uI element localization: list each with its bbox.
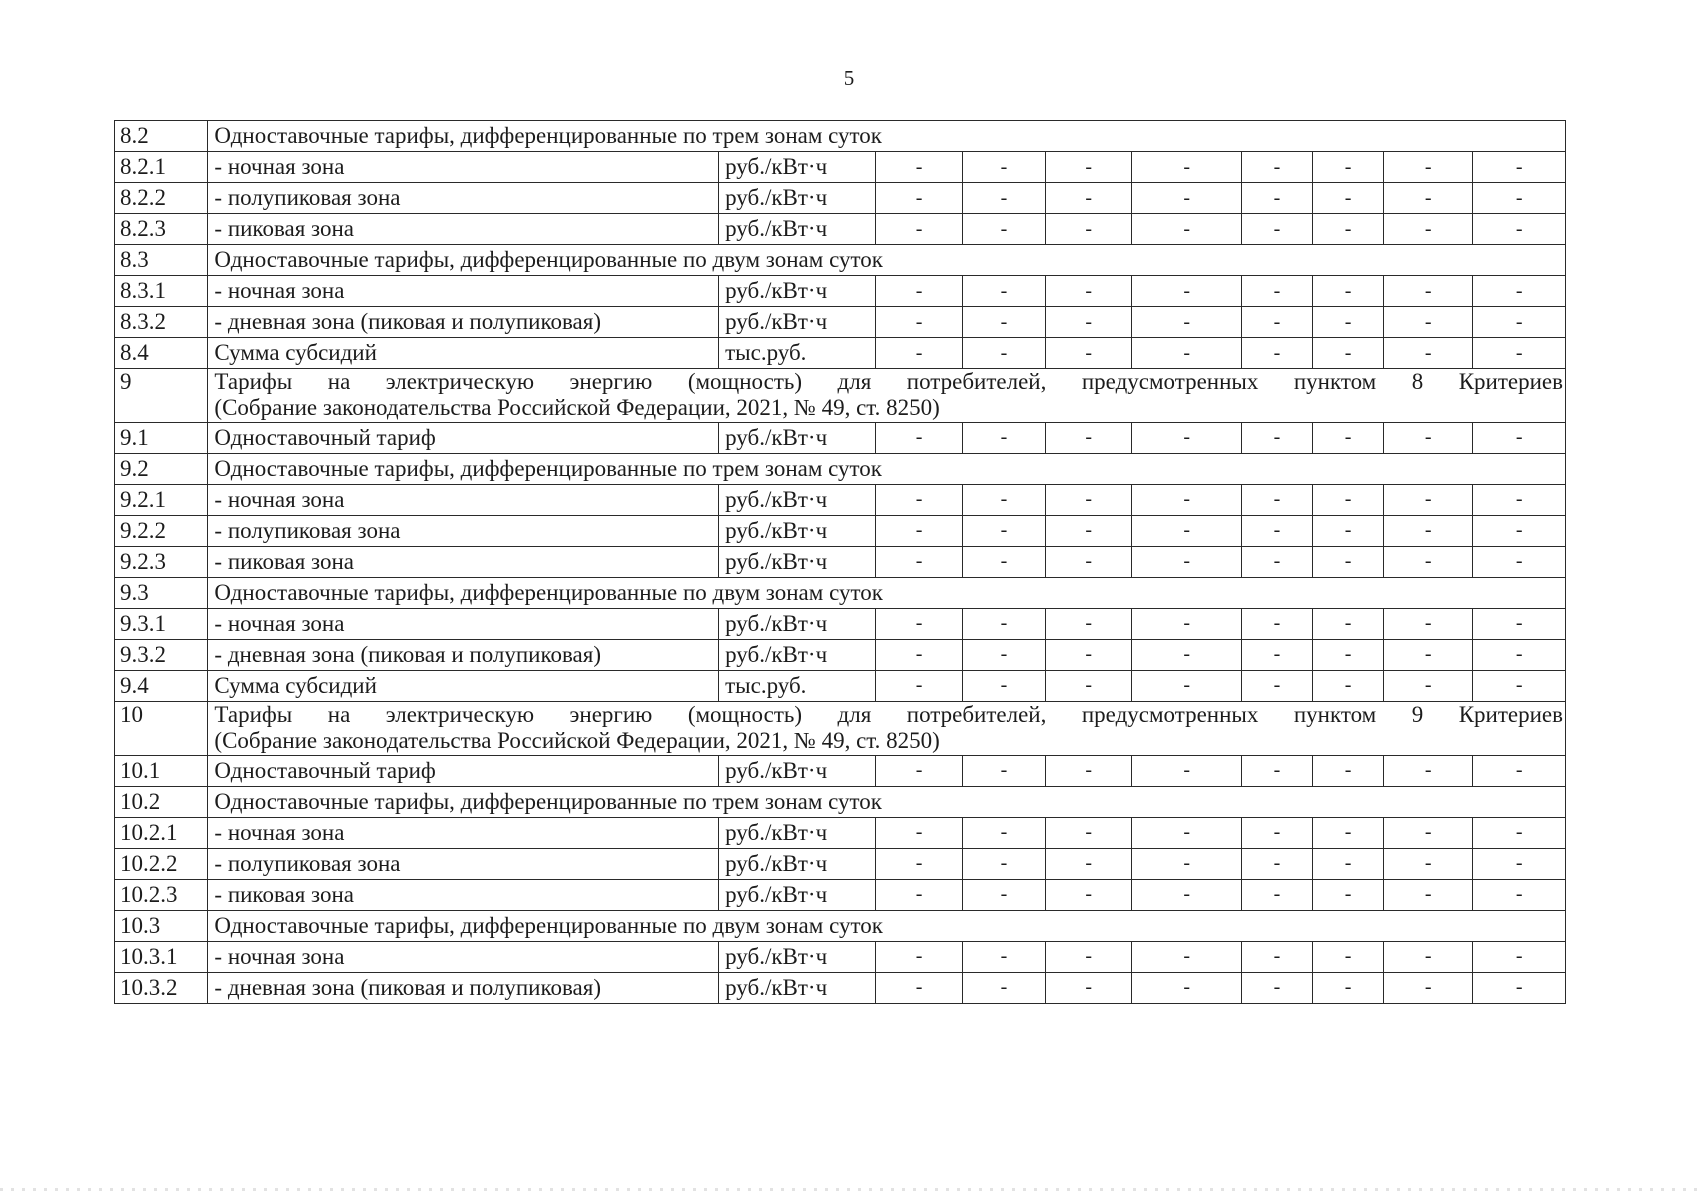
value-cell: - bbox=[1313, 670, 1384, 701]
row-unit: руб./кВт·ч bbox=[719, 817, 876, 848]
value-cell: - bbox=[1313, 152, 1384, 183]
table-row-data bbox=[115, 422, 1566, 453]
table-row-data bbox=[115, 214, 1566, 245]
table-row-data bbox=[115, 639, 1566, 670]
value-cell: - bbox=[962, 276, 1045, 307]
table-body bbox=[115, 121, 1566, 1004]
value-cell: - bbox=[962, 639, 1045, 670]
group-title: Одноставочные тарифы, дифференцированные по двум зонам суток bbox=[208, 577, 1566, 608]
value-cell: - bbox=[1132, 817, 1242, 848]
row-number: 10.2 bbox=[115, 786, 208, 817]
value-cell: - bbox=[962, 484, 1045, 515]
value-cell: - bbox=[1384, 972, 1473, 1003]
value-cell: - bbox=[1313, 183, 1384, 214]
section-title-line: Тарифы на электрическую энергию (мощность) для потребителей, предусмотренных пунктом 9 Критериев bbox=[214, 701, 1563, 727]
row-label: - дневная зона (пиковая и полупиковая) bbox=[208, 307, 719, 338]
value-cell: - bbox=[1473, 941, 1566, 972]
value-cell: - bbox=[1241, 276, 1312, 307]
row-number: 9.1 bbox=[115, 422, 208, 453]
row-unit: руб./кВт·ч bbox=[719, 422, 876, 453]
table-row-group bbox=[115, 121, 1566, 152]
value-cell: - bbox=[1384, 670, 1473, 701]
value-cell: - bbox=[1313, 848, 1384, 879]
table-row-data bbox=[115, 338, 1566, 369]
row-unit: руб./кВт·ч bbox=[719, 214, 876, 245]
row-number: 8.2.3 bbox=[115, 214, 208, 245]
value-cell: - bbox=[876, 608, 962, 639]
value-cell: - bbox=[1241, 515, 1312, 546]
table-row-data bbox=[115, 276, 1566, 307]
value-cell: - bbox=[962, 214, 1045, 245]
value-cell: - bbox=[1241, 848, 1312, 879]
value-cell: - bbox=[876, 152, 962, 183]
row-number: 8.3.1 bbox=[115, 276, 208, 307]
value-cell: - bbox=[1313, 276, 1384, 307]
value-cell: - bbox=[1384, 338, 1473, 369]
table-row-data bbox=[115, 817, 1566, 848]
row-number: 9.2.3 bbox=[115, 546, 208, 577]
value-cell: - bbox=[1384, 755, 1473, 786]
row-unit: руб./кВт·ч bbox=[719, 879, 876, 910]
row-label: - ночная зона bbox=[208, 941, 719, 972]
row-number: 10 bbox=[115, 701, 208, 755]
value-cell: - bbox=[962, 152, 1045, 183]
value-cell: - bbox=[1241, 152, 1312, 183]
table-row-data bbox=[115, 515, 1566, 546]
value-cell: - bbox=[1241, 546, 1312, 577]
table-row-data bbox=[115, 307, 1566, 338]
value-cell: - bbox=[1473, 608, 1566, 639]
row-label: - полупиковая зона bbox=[208, 515, 719, 546]
page-number: 5 bbox=[843, 66, 855, 90]
value-cell: - bbox=[876, 214, 962, 245]
scan-edge-noise bbox=[0, 1188, 1698, 1191]
value-cell: - bbox=[1046, 276, 1132, 307]
value-cell: - bbox=[1132, 484, 1242, 515]
row-label: Одноставочный тариф bbox=[208, 755, 719, 786]
value-cell: - bbox=[962, 608, 1045, 639]
value-cell: - bbox=[876, 484, 962, 515]
tariff-table bbox=[114, 120, 1566, 1004]
row-label: - дневная зона (пиковая и полупиковая) bbox=[208, 972, 719, 1003]
value-cell: - bbox=[1313, 214, 1384, 245]
value-cell: - bbox=[1473, 484, 1566, 515]
value-cell: - bbox=[1046, 422, 1132, 453]
value-cell: - bbox=[876, 276, 962, 307]
section-title-line: Тарифы на электрическую энергию (мощность) для потребителей, предусмотренных пунктом 8 Критериев bbox=[214, 369, 1563, 394]
value-cell: - bbox=[876, 183, 962, 214]
value-cell: - bbox=[1132, 608, 1242, 639]
table-row-data bbox=[115, 848, 1566, 879]
value-cell: - bbox=[962, 338, 1045, 369]
value-cell: - bbox=[1384, 879, 1473, 910]
value-cell: - bbox=[1132, 546, 1242, 577]
table-row-data bbox=[115, 152, 1566, 183]
row-label: - ночная зона bbox=[208, 152, 719, 183]
value-cell: - bbox=[1046, 972, 1132, 1003]
value-cell: - bbox=[1241, 639, 1312, 670]
value-cell: - bbox=[1241, 608, 1312, 639]
row-number: 8.3.2 bbox=[115, 307, 208, 338]
value-cell: - bbox=[876, 755, 962, 786]
row-number: 10.1 bbox=[115, 755, 208, 786]
value-cell: - bbox=[1046, 515, 1132, 546]
row-label: - полупиковая зона bbox=[208, 183, 719, 214]
value-cell: - bbox=[1241, 214, 1312, 245]
value-cell: - bbox=[1473, 879, 1566, 910]
group-title: Одноставочные тарифы, дифференцированные по двум зонам суток bbox=[208, 910, 1566, 941]
table-row-group bbox=[115, 910, 1566, 941]
row-unit: руб./кВт·ч bbox=[719, 152, 876, 183]
table-row-data bbox=[115, 183, 1566, 214]
row-unit: руб./кВт·ч bbox=[719, 276, 876, 307]
value-cell: - bbox=[1132, 670, 1242, 701]
value-cell: - bbox=[1384, 608, 1473, 639]
value-cell: - bbox=[1473, 338, 1566, 369]
value-cell: - bbox=[1473, 848, 1566, 879]
table-row-data bbox=[115, 484, 1566, 515]
value-cell: - bbox=[1241, 484, 1312, 515]
value-cell: - bbox=[1473, 755, 1566, 786]
value-cell: - bbox=[1132, 214, 1242, 245]
value-cell: - bbox=[1132, 941, 1242, 972]
table-row-data bbox=[115, 608, 1566, 639]
row-unit: руб./кВт·ч bbox=[719, 515, 876, 546]
value-cell: - bbox=[1132, 276, 1242, 307]
value-cell: - bbox=[1046, 639, 1132, 670]
row-number: 10.3 bbox=[115, 910, 208, 941]
value-cell: - bbox=[1313, 338, 1384, 369]
value-cell: - bbox=[1241, 972, 1312, 1003]
value-cell: - bbox=[962, 848, 1045, 879]
value-cell: - bbox=[1313, 422, 1384, 453]
value-cell: - bbox=[1046, 152, 1132, 183]
value-cell: - bbox=[1473, 639, 1566, 670]
value-cell: - bbox=[1046, 879, 1132, 910]
value-cell: - bbox=[962, 307, 1045, 338]
value-cell: - bbox=[1384, 848, 1473, 879]
value-cell: - bbox=[1046, 183, 1132, 214]
value-cell: - bbox=[876, 515, 962, 546]
value-cell: - bbox=[1241, 670, 1312, 701]
row-number: 10.2.3 bbox=[115, 879, 208, 910]
value-cell: - bbox=[1313, 546, 1384, 577]
value-cell: - bbox=[1132, 422, 1242, 453]
value-cell: - bbox=[1046, 484, 1132, 515]
value-cell: - bbox=[962, 817, 1045, 848]
value-cell: - bbox=[1046, 848, 1132, 879]
value-cell: - bbox=[876, 338, 962, 369]
value-cell: - bbox=[1384, 817, 1473, 848]
table-row-data bbox=[115, 879, 1566, 910]
value-cell: - bbox=[1241, 307, 1312, 338]
row-unit: руб./кВт·ч bbox=[719, 941, 876, 972]
value-cell: - bbox=[1241, 422, 1312, 453]
row-number: 8.3 bbox=[115, 245, 208, 276]
row-unit: руб./кВт·ч bbox=[719, 307, 876, 338]
table-row-data bbox=[115, 972, 1566, 1003]
value-cell: - bbox=[876, 879, 962, 910]
value-cell: - bbox=[876, 639, 962, 670]
value-cell: - bbox=[876, 848, 962, 879]
table-row-section bbox=[115, 701, 1566, 755]
row-label: - ночная зона bbox=[208, 276, 719, 307]
value-cell: - bbox=[1384, 152, 1473, 183]
value-cell: - bbox=[1473, 276, 1566, 307]
value-cell: - bbox=[876, 941, 962, 972]
value-cell: - bbox=[1132, 152, 1242, 183]
value-cell: - bbox=[1132, 639, 1242, 670]
value-cell: - bbox=[1313, 941, 1384, 972]
value-cell: - bbox=[1046, 214, 1132, 245]
value-cell: - bbox=[1132, 183, 1242, 214]
value-cell: - bbox=[876, 670, 962, 701]
value-cell: - bbox=[1046, 941, 1132, 972]
value-cell: - bbox=[1384, 422, 1473, 453]
value-cell: - bbox=[1473, 183, 1566, 214]
row-label: - пиковая зона bbox=[208, 214, 719, 245]
row-label: Сумма субсидий bbox=[208, 338, 719, 369]
row-label: Одноставочный тариф bbox=[208, 422, 719, 453]
row-number: 8.2 bbox=[115, 121, 208, 152]
row-label: - пиковая зона bbox=[208, 546, 719, 577]
row-number: 9.2.2 bbox=[115, 515, 208, 546]
row-unit: тыс.руб. bbox=[719, 670, 876, 701]
value-cell: - bbox=[1046, 817, 1132, 848]
value-cell: - bbox=[1313, 639, 1384, 670]
value-cell: - bbox=[962, 670, 1045, 701]
row-number: 10.2.1 bbox=[115, 817, 208, 848]
table-row-group bbox=[115, 786, 1566, 817]
value-cell: - bbox=[1473, 515, 1566, 546]
value-cell: - bbox=[1473, 422, 1566, 453]
value-cell: - bbox=[1473, 307, 1566, 338]
row-label: - ночная зона bbox=[208, 484, 719, 515]
value-cell: - bbox=[1473, 214, 1566, 245]
table-row-group bbox=[115, 453, 1566, 484]
value-cell: - bbox=[1313, 755, 1384, 786]
row-number: 9.4 bbox=[115, 670, 208, 701]
row-unit: руб./кВт·ч bbox=[719, 546, 876, 577]
section-title-line: (Собрание законодательства Российской Федерации, 2021, № 49, ст. 8250) bbox=[214, 728, 940, 754]
row-number: 9.3.1 bbox=[115, 608, 208, 639]
value-cell: - bbox=[1313, 972, 1384, 1003]
value-cell: - bbox=[1241, 941, 1312, 972]
row-unit: руб./кВт·ч bbox=[719, 848, 876, 879]
value-cell: - bbox=[1132, 515, 1242, 546]
value-cell: - bbox=[1241, 183, 1312, 214]
row-unit: руб./кВт·ч bbox=[719, 639, 876, 670]
value-cell: - bbox=[1384, 546, 1473, 577]
row-unit: руб./кВт·ч bbox=[719, 755, 876, 786]
value-cell: - bbox=[1384, 639, 1473, 670]
row-number: 9.2 bbox=[115, 453, 208, 484]
value-cell: - bbox=[1384, 941, 1473, 972]
value-cell: - bbox=[1473, 670, 1566, 701]
row-number: 10.2.2 bbox=[115, 848, 208, 879]
value-cell: - bbox=[1046, 546, 1132, 577]
value-cell: - bbox=[1384, 307, 1473, 338]
value-cell: - bbox=[1473, 972, 1566, 1003]
value-cell: - bbox=[1132, 307, 1242, 338]
value-cell: - bbox=[876, 422, 962, 453]
value-cell: - bbox=[1132, 879, 1242, 910]
row-label: - полупиковая зона bbox=[208, 848, 719, 879]
value-cell: - bbox=[1132, 848, 1242, 879]
value-cell: - bbox=[1384, 214, 1473, 245]
value-cell: - bbox=[1132, 755, 1242, 786]
value-cell: - bbox=[1132, 972, 1242, 1003]
value-cell: - bbox=[876, 307, 962, 338]
group-title: Одноставочные тарифы, дифференцированные по трем зонам суток bbox=[208, 786, 1566, 817]
row-label: Сумма субсидий bbox=[208, 670, 719, 701]
value-cell: - bbox=[962, 941, 1045, 972]
value-cell: - bbox=[1313, 484, 1384, 515]
value-cell: - bbox=[1132, 338, 1242, 369]
value-cell: - bbox=[1473, 152, 1566, 183]
value-cell: - bbox=[962, 755, 1045, 786]
value-cell: - bbox=[1313, 307, 1384, 338]
table-row-data bbox=[115, 546, 1566, 577]
row-unit: руб./кВт·ч bbox=[719, 484, 876, 515]
value-cell: - bbox=[1046, 307, 1132, 338]
value-cell: - bbox=[1046, 755, 1132, 786]
row-label: - пиковая зона bbox=[208, 879, 719, 910]
value-cell: - bbox=[1046, 338, 1132, 369]
value-cell: - bbox=[1384, 484, 1473, 515]
row-unit: руб./кВт·ч bbox=[719, 972, 876, 1003]
value-cell: - bbox=[1384, 515, 1473, 546]
value-cell: - bbox=[876, 546, 962, 577]
value-cell: - bbox=[1046, 608, 1132, 639]
value-cell: - bbox=[1313, 515, 1384, 546]
group-title: Одноставочные тарифы, дифференцированные по трем зонам суток bbox=[208, 121, 1566, 152]
table-row-data bbox=[115, 941, 1566, 972]
group-title: Одноставочные тарифы, дифференцированные по трем зонам суток bbox=[208, 453, 1566, 484]
table-row-group bbox=[115, 577, 1566, 608]
row-number: 9.3.2 bbox=[115, 639, 208, 670]
row-label: - дневная зона (пиковая и полупиковая) bbox=[208, 639, 719, 670]
value-cell: - bbox=[1384, 183, 1473, 214]
table-row-section bbox=[115, 369, 1566, 423]
row-number: 10.3.2 bbox=[115, 972, 208, 1003]
row-unit: тыс.руб. bbox=[719, 338, 876, 369]
row-number: 8.4 bbox=[115, 338, 208, 369]
value-cell: - bbox=[1046, 670, 1132, 701]
value-cell: - bbox=[1241, 817, 1312, 848]
value-cell: - bbox=[1473, 817, 1566, 848]
value-cell: - bbox=[1241, 879, 1312, 910]
section-title-line: (Собрание законодательства Российской Федерации, 2021, № 49, ст. 8250) bbox=[214, 395, 940, 421]
row-number: 8.2.1 bbox=[115, 152, 208, 183]
row-number: 9.2.1 bbox=[115, 484, 208, 515]
row-label: - ночная зона bbox=[208, 608, 719, 639]
value-cell: - bbox=[962, 422, 1045, 453]
row-label: - ночная зона bbox=[208, 817, 719, 848]
value-cell: - bbox=[962, 183, 1045, 214]
row-number: 9.3 bbox=[115, 577, 208, 608]
value-cell: - bbox=[1313, 608, 1384, 639]
value-cell: - bbox=[876, 972, 962, 1003]
value-cell: - bbox=[962, 515, 1045, 546]
group-title: Одноставочные тарифы, дифференцированные по двум зонам суток bbox=[208, 245, 1566, 276]
value-cell: - bbox=[962, 879, 1045, 910]
value-cell: - bbox=[962, 546, 1045, 577]
section-title bbox=[208, 369, 1566, 423]
row-unit: руб./кВт·ч bbox=[719, 183, 876, 214]
value-cell: - bbox=[1241, 755, 1312, 786]
value-cell: - bbox=[962, 972, 1045, 1003]
value-cell: - bbox=[1473, 546, 1566, 577]
value-cell: - bbox=[876, 817, 962, 848]
table-row-data bbox=[115, 755, 1566, 786]
table-row-group bbox=[115, 245, 1566, 276]
row-number: 10.3.1 bbox=[115, 941, 208, 972]
row-number: 8.2.2 bbox=[115, 183, 208, 214]
value-cell: - bbox=[1313, 879, 1384, 910]
row-number: 9 bbox=[115, 369, 208, 423]
value-cell: - bbox=[1241, 338, 1312, 369]
value-cell: - bbox=[1313, 817, 1384, 848]
table-row-data bbox=[115, 670, 1566, 701]
section-title bbox=[208, 701, 1566, 755]
value-cell: - bbox=[1384, 276, 1473, 307]
row-unit: руб./кВт·ч bbox=[719, 608, 876, 639]
